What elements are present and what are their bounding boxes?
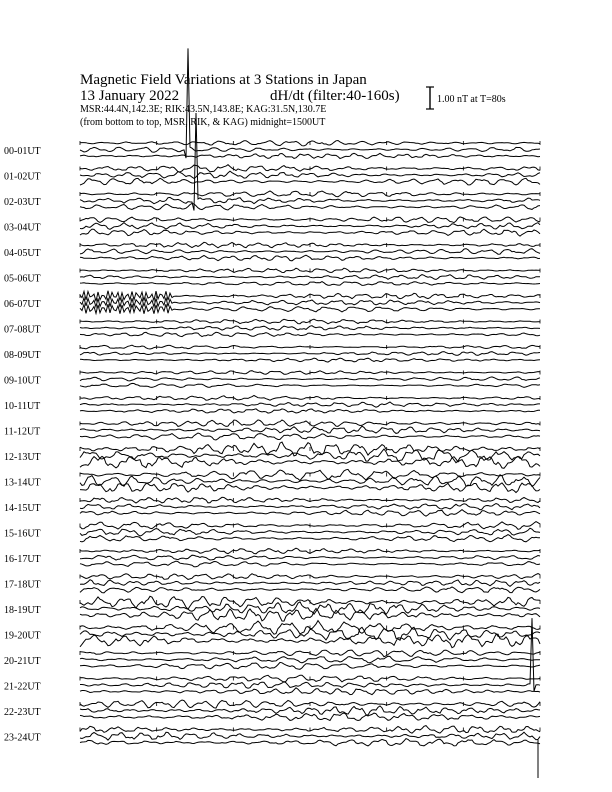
trace-msr-row-19 bbox=[80, 634, 540, 648]
hour-label: 00-01UT bbox=[4, 146, 41, 157]
trace-msr-row-17 bbox=[80, 587, 540, 593]
hour-label: 12-13UT bbox=[4, 452, 41, 463]
hour-label: 07-08UT bbox=[4, 324, 41, 336]
hour-label: 17-18UT bbox=[4, 579, 41, 591]
trace-msr-row-8 bbox=[80, 358, 540, 362]
chart-date: 13 January 2022 bbox=[80, 88, 180, 104]
trace-msr-row-4 bbox=[80, 255, 540, 261]
hour-label: 05-06UT bbox=[4, 273, 41, 285]
scale-label: 1.00 nT at T=80s bbox=[437, 94, 506, 105]
trace-msr-row-23 bbox=[80, 739, 540, 746]
trace-rik-row-4 bbox=[80, 249, 540, 255]
trace-rik-row-9 bbox=[80, 377, 540, 381]
trace-rik-row-5 bbox=[80, 275, 540, 280]
hour-label: 02-03UT bbox=[4, 197, 41, 208]
trace-msr-row-0 bbox=[80, 153, 540, 158]
hour-label: 13-14UT bbox=[4, 477, 41, 489]
trace-rik-row-8 bbox=[80, 352, 540, 356]
trace-msr-row-22 bbox=[80, 713, 540, 721]
chart-title: Magnetic Field Variations at 3 Stations in Japan bbox=[80, 72, 367, 88]
station-coordinates: MSR:44.4N,142.3E; RIK:43.5N,143.8E; KAG:31.5N,130.7E bbox=[80, 104, 327, 115]
hour-label: 09-10UT bbox=[4, 375, 41, 387]
trace-rik-row-10 bbox=[80, 402, 540, 407]
trace-msr-row-14 bbox=[80, 510, 540, 517]
station-order-note: (from bottom to top, MSR, RIK, & KAG) midnight=1500UT bbox=[80, 117, 326, 128]
trace-msr-row-16 bbox=[80, 561, 540, 567]
hour-label: 06-07UT bbox=[4, 299, 41, 310]
hour-label: 21-22UT bbox=[4, 681, 41, 693]
trace-msr-row-15 bbox=[80, 535, 540, 542]
trace-rik-row-16 bbox=[80, 555, 540, 560]
hour-label: 22-23UT bbox=[4, 707, 41, 718]
trace-msr-row-9 bbox=[80, 383, 540, 387]
trace-rik-row-7 bbox=[80, 326, 540, 330]
trace-msr-row-5 bbox=[80, 282, 540, 286]
hour-label: 23-24UT bbox=[4, 732, 41, 744]
trace-msr-row-10 bbox=[80, 409, 540, 413]
trace-msr-row-6 bbox=[80, 304, 540, 314]
hour-label: 03-04UT bbox=[4, 222, 41, 234]
hour-label: 11-12UT bbox=[4, 426, 41, 438]
hour-label: 15-16UT bbox=[4, 528, 41, 540]
hour-label: 20-21UT bbox=[4, 656, 41, 667]
hour-label: 08-09UT bbox=[4, 350, 41, 361]
hour-label: 14-15UT bbox=[4, 503, 41, 514]
trace-rik-row-3 bbox=[80, 223, 540, 230]
hour-label: 10-11UT bbox=[4, 401, 41, 412]
trace-msr-row-1 bbox=[80, 178, 540, 185]
hour-label: 04-05UT bbox=[4, 248, 41, 259]
hour-label: 18-19UT bbox=[4, 605, 41, 616]
chart-quantity: dH/dt (filter:40-160s) bbox=[270, 88, 400, 104]
trace-rik-row-14 bbox=[80, 504, 540, 510]
hour-label-group bbox=[4, 146, 41, 744]
trace-rik-row-11 bbox=[80, 426, 540, 433]
trace-group bbox=[80, 48, 540, 778]
trace-msr-row-12 bbox=[80, 456, 540, 468]
trace-msr-row-20 bbox=[80, 662, 540, 669]
trace-rik-row-6 bbox=[80, 298, 540, 308]
trace-msr-row-11 bbox=[80, 433, 540, 440]
trace-msr-row-13 bbox=[80, 483, 540, 493]
trace-rik-row-20 bbox=[80, 656, 540, 663]
trace-rik-row-15 bbox=[80, 528, 540, 536]
trace-rik-row-17 bbox=[80, 580, 540, 587]
trace-msr-row-21 bbox=[80, 688, 540, 695]
hour-label: 16-17UT bbox=[4, 554, 41, 565]
trace-rik-row-1 bbox=[80, 171, 540, 178]
trace-rik-row-23 bbox=[80, 732, 540, 740]
hour-label: 19-20UT bbox=[4, 630, 41, 642]
trace-msr-row-3 bbox=[80, 229, 540, 236]
trace-msr-row-2 bbox=[80, 203, 540, 210]
hour-label: 01-02UT bbox=[4, 171, 41, 183]
trace-msr-row-7 bbox=[80, 332, 540, 336]
